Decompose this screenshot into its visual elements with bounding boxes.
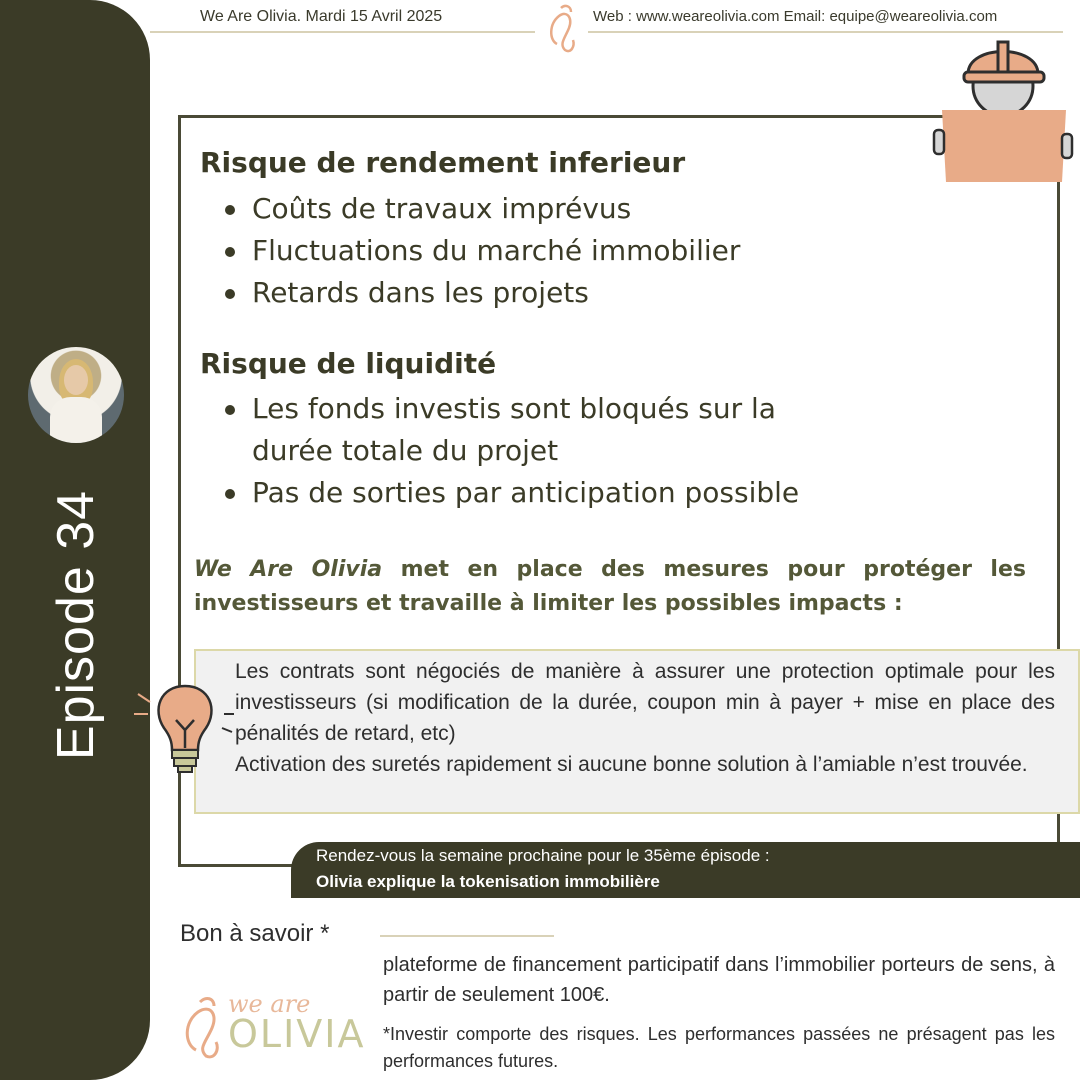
header-divider-right xyxy=(588,31,1063,33)
logo-olivia: OLIVIA xyxy=(228,1012,366,1056)
list-item: Pas de sorties par anticipation possible xyxy=(222,472,892,514)
note-line-1: Les contrats sont négociés de manière à assurer une protection optimale pour les investisseurs (si modification de la durée, coupon min à payer + mise en place des pénalités de retard, etc) xyxy=(235,660,1055,745)
header-divider-left xyxy=(150,31,535,33)
list-item: Retards dans les projets xyxy=(222,272,740,314)
banner-announcement: Rendez-vous la semaine prochaine pour le 35ème épisode : xyxy=(316,846,770,865)
bon-a-savoir-label: Bon à savoir * xyxy=(180,920,330,947)
measures-text: met en place des mesures pour protéger les investisseurs et travaille à limiter les possibles impacts : xyxy=(194,557,1026,616)
list-liquidite xyxy=(222,388,842,514)
construction-worker-icon xyxy=(930,34,1076,184)
list-item: Les fonds investis sont bloqués sur la durée totale du projet xyxy=(222,388,842,472)
olivia-brand-mark-icon xyxy=(180,990,226,1060)
list-item: Fluctuations du marché immobilier xyxy=(222,230,740,272)
bon-divider xyxy=(380,935,554,937)
header-date: We Are Olivia. Mardi 15 Avril 2025 xyxy=(200,8,443,25)
list-item: Coûts de travaux imprévus xyxy=(222,188,740,230)
section-title-rendement: Risque de rendement inferieur xyxy=(200,146,686,179)
header-contact: Web : www.weareolivia.com Email: equipe@weareolivia.com xyxy=(593,8,998,25)
list-rendement xyxy=(222,188,740,314)
lightbulb-icon xyxy=(130,680,240,780)
measures-paragraph xyxy=(194,553,1026,621)
olivia-logo-icon xyxy=(545,0,579,54)
episode-label: Episode 34 xyxy=(47,489,105,761)
avatar xyxy=(28,347,124,443)
note-text xyxy=(235,656,1055,780)
risk-disclaimer: *Investir comporte des risques. Les performances passées ne présagent pas les performances futures. xyxy=(383,1024,1055,1071)
section-title-liquidite: Risque de liquidité xyxy=(200,347,497,380)
note-line-2: Activation des suretés rapidement si aucune bonne solution à l’amiable n’est trouvée. xyxy=(235,753,1028,776)
platform-description: plateforme de financement participatif dans l’immobilier porteurs de sens, à partir de seulement 100€. xyxy=(383,954,1055,1006)
brand-name: We Are Olivia xyxy=(194,557,383,582)
logo-we-are: we are xyxy=(228,990,311,1018)
banner-topic: Olivia explique la tokenisation immobilière xyxy=(316,872,660,891)
